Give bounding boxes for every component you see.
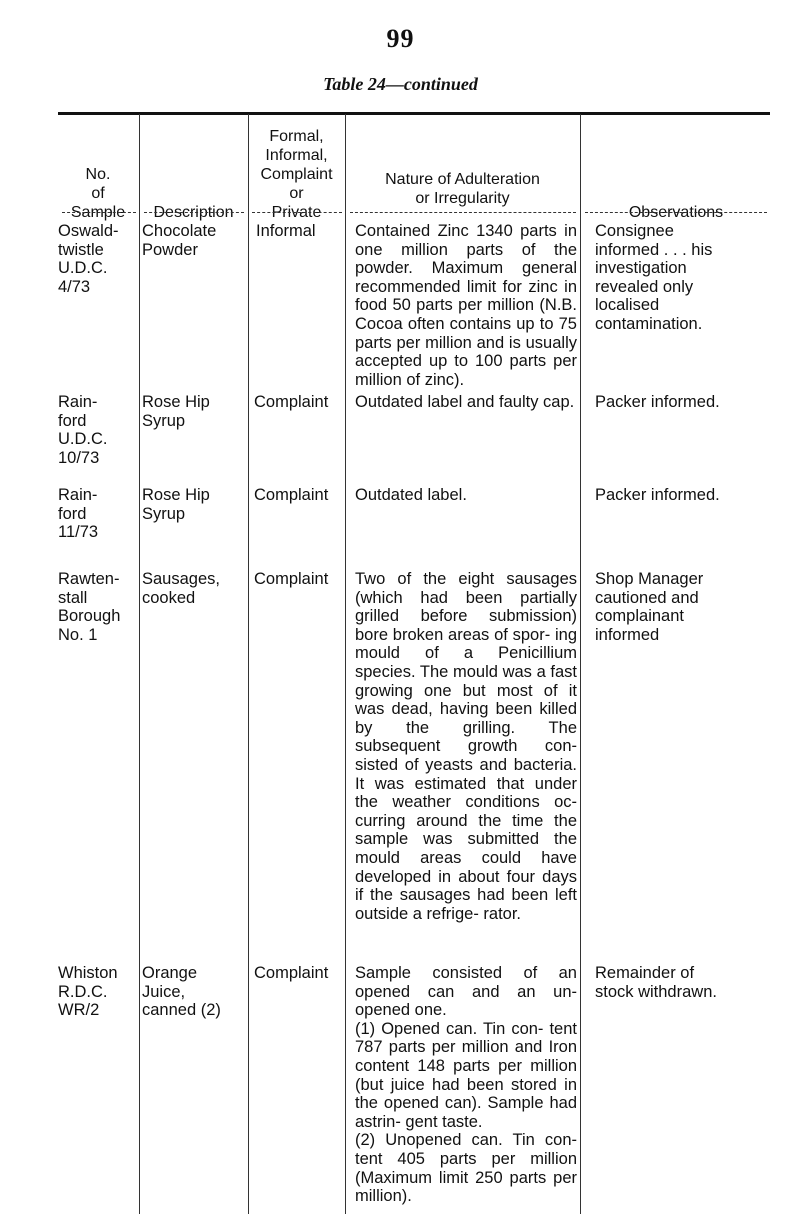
table-cell-observations: Packer informed. [595, 393, 720, 411]
table-cell-observations: Shop Manager cautioned and complainant informed [595, 570, 704, 644]
table-cell-description: Sausages, cooked [142, 570, 220, 607]
table-cell-nature: Two of the eight sausages (which had been partially grilled before submission) bore broken areas of spor- ing mould of a Penicillium species. The mould was a fast growing one but most of it was dead, having been killed by the grilling. The subsequent growth con- sisted of yeasts and bacteria. It was estimated that under the weather conditions oc- curring around the time the sample was submitted the mould areas could have developed in about four days if the sausages had been left outside a refrige- rator. [355, 570, 577, 923]
header-type-text: Formal, Informal, Complaint or Private [260, 128, 333, 221]
table-cell-nature: Outdated label. [355, 486, 467, 504]
header-underline [144, 212, 244, 214]
table-title: Table 24—continued [323, 74, 478, 94]
header-observations [581, 114, 771, 222]
table-cell-observations: Consignee informed . . . his investigation revealed only localised contamination. [595, 222, 713, 333]
table-cell-type: Informal [256, 222, 316, 240]
column-divider [580, 114, 581, 1214]
table-cell-description: Rose Hip Syrup [142, 393, 210, 430]
header-underline [62, 212, 136, 214]
table-cell-no: Oswald- twistle U.D.C. 4/73 [58, 222, 119, 296]
header-no-text: No. of Sample [70, 166, 126, 221]
header-nature [346, 114, 579, 222]
table-cell-description: Orange Juice, canned (2) [142, 964, 221, 1020]
header-underline [252, 212, 342, 214]
table-cell-type: Complaint [254, 486, 329, 504]
column-divider [139, 114, 140, 1214]
table-cell-type: Complaint [254, 964, 329, 982]
header-description [140, 114, 247, 222]
column-divider [248, 114, 249, 1214]
table-cell-no: Rawten- stall Borough No. 1 [58, 570, 121, 644]
table-cell-observations: Packer informed. [595, 486, 720, 504]
table-cell-nature: Sample consisted of an opened can and an un- opened one. (1) Opened can. Tin con- tent 787 parts per million and Iron content 148 parts per million (but juice had been stored in the opened can). Sample had astrin- gent taste. (2) Unopened can. Tin con- tent 405 parts per million (Maximum limit 250 parts per million). [355, 964, 577, 1206]
table-cell-no: Rain- ford U.D.C. 10/73 [58, 393, 108, 467]
page-number: 99 [386, 24, 415, 53]
table-cell-observations: Remainder of stock withdrawn. [595, 964, 717, 1001]
table-cell-no: Whiston R.D.C. WR/2 [58, 964, 118, 1020]
header-underline [350, 212, 576, 214]
header-underline [585, 212, 767, 214]
table-cell-description: Rose Hip Syrup [142, 486, 210, 523]
table-cell-nature: Outdated label and faulty cap. [355, 393, 575, 411]
header-observations-text: Observations [628, 204, 724, 221]
table-cell-description: Chocolate Powder [142, 222, 217, 259]
header-description-text: Description [153, 204, 234, 221]
header-no [58, 114, 138, 222]
table-cell-no: Rain- ford 11/73 [58, 486, 99, 542]
table-cell-type: Complaint [254, 570, 329, 588]
column-divider [345, 114, 346, 1214]
table-cell-nature: Contained Zinc 1340 parts in one million parts of the powder. Maximum general recommended limit for zinc in food 50 parts per million (N.B. Cocoa often contains up to 75 parts per million and is usually accepted up to 100 parts per million of zinc). [355, 222, 577, 389]
header-type [249, 114, 344, 222]
header-nature-text: Nature of Adulteration or Irregularity [385, 171, 540, 207]
table-cell-type: Complaint [254, 393, 329, 411]
